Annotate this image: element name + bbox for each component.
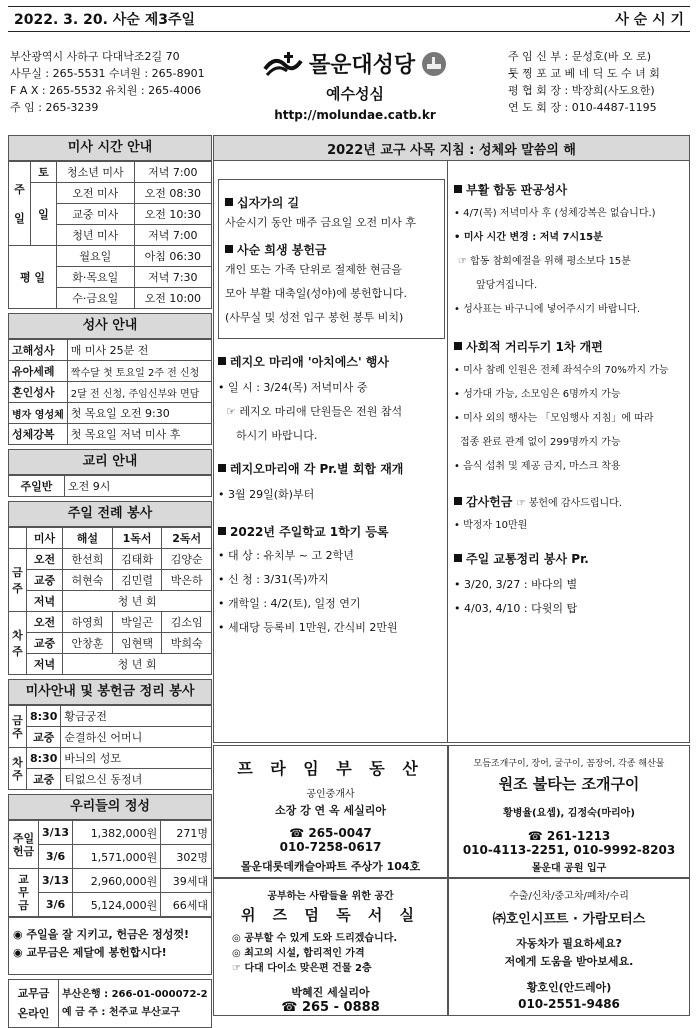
ad-lines: ◎ 공부할 수 있게 도와 드리겠습니다. ◎ 최고의 시설, 합리적인 가격 ☞ 다대 다이소 맞은편 건물 2층 bbox=[232, 933, 398, 974]
sunday-label: 주 일 bbox=[9, 162, 31, 246]
clergy-block bbox=[508, 48, 660, 116]
guide-group: 티없으신 동정녀 bbox=[61, 769, 212, 790]
guide-group: 황금궁전 bbox=[61, 706, 212, 727]
thanks-title: 감사헌금 ☞ 봉헌에 감사드립니다. bbox=[454, 493, 685, 510]
bullet-square-icon bbox=[218, 464, 226, 472]
column-header: 2독서 bbox=[162, 528, 212, 549]
ad-text: 공부하는 사람들을 위한 공간 bbox=[267, 891, 394, 902]
thanks-text: • 박정자 10만원 bbox=[454, 520, 528, 531]
easter-title: 부활 합동 판공성사 bbox=[454, 181, 685, 198]
sun-label: 일 bbox=[31, 183, 57, 246]
distancing-text: • 음식 섭취 및 제공 금지, 마스크 착용 bbox=[454, 461, 621, 472]
sacraments-table bbox=[8, 339, 212, 445]
liturgical-season: 사 순 시 기 bbox=[615, 12, 684, 28]
sacrament-info: 첫 목요일 오전 9:30 bbox=[67, 403, 211, 424]
offering-date: 3/6 bbox=[39, 893, 73, 917]
distancing-text: • 성가대 가능, 소모임은 6명까지 가능 bbox=[454, 389, 621, 400]
ad-real-estate bbox=[213, 745, 448, 878]
contact-block bbox=[10, 48, 205, 116]
this-week-label: 금 주 bbox=[9, 706, 27, 748]
phone-line-1: 사무실 : 265-5531 수녀원 : 265-8901 bbox=[10, 67, 205, 80]
bullet-square-icon bbox=[454, 185, 462, 193]
online-account: 부산은행 : 266-01-000072-2 예 금 주 : 천주교 부산교구 bbox=[59, 980, 212, 1028]
liturgy-title: 주일 전례 봉사 bbox=[8, 501, 212, 527]
bullet-square-icon bbox=[225, 198, 233, 206]
column-header: 미사 bbox=[27, 528, 63, 549]
online-table bbox=[8, 979, 212, 1028]
mass-time: 아침 06:30 bbox=[134, 246, 211, 267]
mass-name: 교중 미사 bbox=[57, 204, 135, 225]
ad-phone: 010-4113-2251, 010-9992-8203 bbox=[462, 843, 676, 857]
guide-title: 미사안내 및 봉헌금 정리 봉사 bbox=[8, 679, 212, 705]
cross-text: 사순시기 동안 매주 금요일 오전 미사 후 bbox=[225, 216, 416, 229]
mass-name: 수·금요일 bbox=[57, 288, 135, 309]
sacrament-name: 고해성사 bbox=[9, 340, 68, 361]
school-title: 2022년 주일학교 1학기 등록 bbox=[218, 523, 445, 540]
mass-table bbox=[8, 161, 212, 309]
bullet-square-icon bbox=[454, 497, 462, 505]
next-week-label: 차 주 bbox=[9, 612, 27, 675]
this-week-label: 금 주 bbox=[9, 549, 27, 612]
church-brand bbox=[240, 48, 470, 122]
ad-title: 프 라 임 부 동 산 bbox=[237, 759, 424, 778]
mass-slot: 교중 bbox=[27, 570, 63, 591]
ad-address: 몰운대 공원 입구 bbox=[531, 863, 607, 874]
group-service: 청 년 회 bbox=[63, 654, 212, 675]
offering-note: ◉ 교무금은 제달에 봉헌합시다! bbox=[13, 946, 167, 959]
church-logo-icon bbox=[263, 51, 303, 77]
sacrifice-text: (사무실 및 성전 입구 봉헌 봉투 비치) bbox=[225, 311, 404, 324]
mass-title: 미사 시간 안내 bbox=[8, 135, 212, 161]
bullet-square-icon bbox=[454, 342, 462, 350]
mass-slot: 교중 bbox=[27, 633, 63, 654]
easter-text: 앞당겨집니다. bbox=[476, 280, 538, 291]
reader-1: 김태화 bbox=[112, 549, 162, 570]
mass-slot: 오전 bbox=[27, 549, 63, 570]
right-column bbox=[448, 161, 690, 743]
ad-owner: 황병율(요셉), 김정숙(마리아) bbox=[503, 808, 635, 819]
nun-info: 툿 찡 포 교 베 네 딕 도 수 녀 회 bbox=[508, 67, 660, 80]
distancing-title: 사회적 거리두기 1차 개편 bbox=[454, 338, 685, 355]
offering-amount: 1,571,000원 bbox=[73, 845, 161, 869]
traffic-text: • 3/20, 3/27 : 바다의 별 bbox=[454, 578, 578, 591]
commentator: 한선희 bbox=[63, 549, 113, 570]
mass-slot: 저녁 bbox=[27, 654, 63, 675]
easter-text: • 성사표는 바구니에 넣어주시기 바랍니다. bbox=[454, 304, 641, 315]
school-text: • 대 상 : 유치부 ~ 고 2학년 bbox=[218, 549, 354, 562]
church-url[interactable]: http://molundae.catb.kr bbox=[274, 108, 436, 122]
bulletin-date: 2022. 3. 20. 사순 제3주일 bbox=[14, 12, 196, 28]
top-bar bbox=[8, 6, 690, 32]
sacraments-title: 성사 안내 bbox=[8, 313, 212, 339]
traffic-title: 주일 교통정리 봉사 Pr. bbox=[454, 550, 685, 567]
mass-name: 청소년 미사 bbox=[57, 162, 135, 183]
mass-time: 오전 08:30 bbox=[134, 183, 211, 204]
youth-info: 연 도 회 장 : 010-4487-1195 bbox=[508, 101, 657, 114]
legio-text: • 일 시 : 3/24(목) 저녁미사 중 bbox=[218, 381, 368, 394]
school-text: • 신 청 : 3/31(목)까지 bbox=[218, 573, 329, 586]
ad-phone: ☎ 261-1213 bbox=[527, 829, 611, 843]
commentator: 안창훈 bbox=[63, 633, 113, 654]
bullet-square-icon bbox=[218, 527, 226, 535]
offering-notes bbox=[8, 917, 212, 975]
distancing-text: • 미사 참례 인원은 전체 좌석수의 70%까지 가능 bbox=[454, 365, 669, 376]
phone-line-3: 주 임 : 265-3239 bbox=[10, 101, 99, 114]
ad-phone: ☎ 265 - 0888 bbox=[281, 1000, 380, 1015]
school-text: • 개학일 : 4/2(토), 일정 연기 bbox=[218, 597, 361, 610]
sacrifice-text: 개인 또는 가족 단위로 절제한 현금을 bbox=[225, 263, 402, 276]
ad-owner: 황호인(안드레아) bbox=[526, 981, 612, 994]
offering-note: ◉ 주일을 잘 지키고, 헌금은 정성껏! bbox=[13, 928, 190, 941]
pr-text: • 3월 29일(화)부터 bbox=[218, 488, 315, 501]
offering-count: 66세대 bbox=[161, 893, 212, 917]
offering-date: 3/13 bbox=[39, 869, 73, 893]
pastor-info: 주 임 신 부 : 문성호(바 오 로) bbox=[508, 50, 652, 63]
offering-amount: 2,960,000원 bbox=[73, 869, 161, 893]
reader-2: 박희숙 bbox=[162, 633, 212, 654]
online-label: 교무금 온라인 bbox=[9, 980, 59, 1028]
middle-notices bbox=[218, 353, 445, 640]
main-title: 2022년 교구 사목 지침 : 성체와 말씀의 해 bbox=[213, 135, 690, 161]
mass-name: 월요일 bbox=[57, 246, 135, 267]
mass-time: 저녁 7:00 bbox=[134, 225, 211, 246]
bullet-square-icon bbox=[218, 357, 226, 365]
mass-slot: 저녁 bbox=[27, 591, 63, 612]
ad-motors bbox=[448, 878, 690, 1016]
offering-amount: 1,382,000원 bbox=[73, 821, 161, 845]
pr-title: 레지오마리애 각 Pr.별 회합 재개 bbox=[218, 460, 445, 477]
header bbox=[8, 34, 690, 132]
next-week-label: 차 주 bbox=[9, 748, 27, 790]
reader-2: 김소임 bbox=[162, 612, 212, 633]
column-header: 1독서 bbox=[112, 528, 162, 549]
offering-amount: 5,124,000원 bbox=[73, 893, 161, 917]
sacrament-info: 매 미사 25분 전 bbox=[67, 340, 211, 361]
mass-slot: 오전 bbox=[27, 612, 63, 633]
mass-name: 화·목요일 bbox=[57, 267, 135, 288]
church-address: 부산광역시 사하구 다대낙조2길 70 bbox=[10, 50, 180, 63]
legio-title: 레지오 마리애 '아치에스' 행사 bbox=[218, 353, 445, 370]
offering-title: 우리들의 정성 bbox=[8, 794, 212, 820]
school-text: • 세대당 등록비 1만원, 간식비 2만원 bbox=[218, 621, 398, 634]
ad-study-room bbox=[213, 878, 448, 1016]
sacrament-info: 짝수달 첫 토요일 2주 전 신청 bbox=[67, 361, 211, 382]
traffic-text: • 4/03, 4/10 : 다윗의 탑 bbox=[454, 602, 578, 615]
sunday-offering-label: 주일 헌금 bbox=[9, 821, 39, 869]
commentator: 하영희 bbox=[63, 612, 113, 633]
offering-count: 271명 bbox=[161, 821, 212, 845]
guide-slot: 8:30 bbox=[27, 706, 61, 727]
mass-name: 오전 미사 bbox=[57, 183, 135, 204]
offering-table bbox=[8, 820, 212, 917]
left-column bbox=[8, 135, 212, 1028]
commentator: 허현숙 bbox=[63, 570, 113, 591]
ad-title: 원조 불타는 조개구이 bbox=[498, 775, 640, 793]
sacrament-info: 첫 목요일 저녁 미사 후 bbox=[67, 424, 211, 445]
doctrine-title: 교리 안내 bbox=[8, 449, 212, 475]
ad-text: 자동차가 필요하세요? bbox=[516, 937, 622, 950]
offering-count: 39세대 bbox=[161, 869, 212, 893]
council-info: 평 협 회 장 : 박장희(사도요한) bbox=[508, 84, 655, 97]
distancing-text: • 미사 외의 행사는 「모임행사 지침」에 따라 bbox=[454, 413, 654, 424]
guide-table bbox=[8, 705, 212, 790]
saturday-label: 토 bbox=[31, 162, 57, 183]
guide-group: 바늬의 성모 bbox=[61, 748, 212, 769]
bullet-square-icon bbox=[454, 554, 462, 562]
bullet-square-icon bbox=[225, 245, 233, 253]
ad-text: 공인중개사 bbox=[306, 789, 355, 800]
reader-1: 김민렬 bbox=[112, 570, 162, 591]
easter-text: • 4/7(목) 저녁미사 후 (성체강복은 없습니다.) bbox=[454, 208, 656, 219]
phone-line-2: F A X : 265-5532 유치원 : 265-4006 bbox=[10, 84, 202, 97]
ad-phone: 010-7258-0617 bbox=[279, 840, 382, 854]
sacrifice-title: 사순 희생 봉헌금 bbox=[225, 241, 438, 258]
mass-time: 저녁 7:30 bbox=[134, 267, 211, 288]
church-name: 몰운대성당 bbox=[308, 53, 416, 78]
ad-phone: ☎ 265-0047 bbox=[289, 826, 372, 840]
sacrament-name: 병자 영성체 bbox=[9, 403, 68, 424]
doctrine-time: 오전 9시 bbox=[65, 476, 212, 497]
guide-slot: 8:30 bbox=[27, 748, 61, 769]
ad-title: ㈜호인시프트 · 가람모터스 bbox=[492, 912, 646, 927]
ad-owner: 소장 강 연 옥 세실리아 bbox=[275, 804, 386, 817]
easter-text: ☞ 합동 참회예절을 위해 평소보다 15분 bbox=[458, 256, 631, 267]
dues-label: 교 무 금 bbox=[9, 869, 39, 917]
ship-emblem-icon bbox=[421, 51, 447, 77]
easter-text: • 미사 시간 변경 : 저녁 7시15분 bbox=[454, 232, 603, 243]
doctrine-table bbox=[8, 475, 212, 497]
ad-shellfish bbox=[448, 745, 690, 878]
reader-1: 박일곤 bbox=[112, 612, 162, 633]
ad-owner: 박혜진 세실리아 bbox=[291, 986, 370, 999]
column-header: 해설 bbox=[63, 528, 113, 549]
sacrament-name: 혼인성사 bbox=[9, 382, 68, 403]
offering-date: 3/13 bbox=[39, 821, 73, 845]
doctrine-class: 주일반 bbox=[9, 476, 65, 497]
patron-name: 예수성심 bbox=[326, 85, 384, 103]
offering-count: 302명 bbox=[161, 845, 212, 869]
lent-box bbox=[218, 179, 445, 339]
reader-2: 김양순 bbox=[162, 549, 212, 570]
weekday-label: 평 일 bbox=[9, 246, 57, 309]
sacrament-info: 2달 전 신청, 주임신부와 면담 bbox=[67, 382, 211, 403]
mass-time: 오전 10:30 bbox=[134, 204, 211, 225]
distancing-text: 접종 완료 관계 없이 299명까지 가능 bbox=[460, 437, 621, 448]
ad-title: 위 즈 덤 독 서 실 bbox=[240, 906, 421, 924]
ad-text: 수출/신차/중고차/폐차/수리 bbox=[509, 891, 629, 902]
ad-phone: 010-2551-9486 bbox=[518, 997, 620, 1011]
sacrament-name: 유아세례 bbox=[9, 361, 68, 382]
middle-column bbox=[213, 161, 448, 743]
group-service: 청 년 회 bbox=[63, 591, 212, 612]
legio-text: 하시기 바랍니다. bbox=[236, 429, 318, 442]
offering-date: 3/6 bbox=[39, 845, 73, 869]
guide-group: 순결하신 어머니 bbox=[61, 727, 212, 748]
cross-title: 십자가의 길 bbox=[225, 194, 438, 211]
mass-time: 오전 10:00 bbox=[134, 288, 211, 309]
guide-slot: 교중 bbox=[27, 769, 61, 790]
ad-text: 저에게 도움을 받아보세요. bbox=[504, 955, 634, 968]
legio-text: ☞ 레지오 마리애 단원들은 전원 참석 bbox=[226, 405, 403, 418]
guide-slot: 교중 bbox=[27, 727, 61, 748]
sacrifice-text: 모아 부활 대축일(성야)에 봉헌합니다. bbox=[225, 287, 407, 300]
ad-text: 모듬조개구이, 장어, 굴구이, 꼼장어, 각종 해산물 bbox=[473, 759, 665, 769]
mass-time: 저녁 7:00 bbox=[134, 162, 211, 183]
ad-address: 몰운대롯데캐슬아파트 주상가 104호 bbox=[240, 860, 421, 873]
reader-1: 임현택 bbox=[112, 633, 162, 654]
mass-name: 청년 미사 bbox=[57, 225, 135, 246]
reader-2: 박은하 bbox=[162, 570, 212, 591]
sacrament-name: 성체강복 bbox=[9, 424, 68, 445]
liturgy-table bbox=[8, 527, 212, 675]
